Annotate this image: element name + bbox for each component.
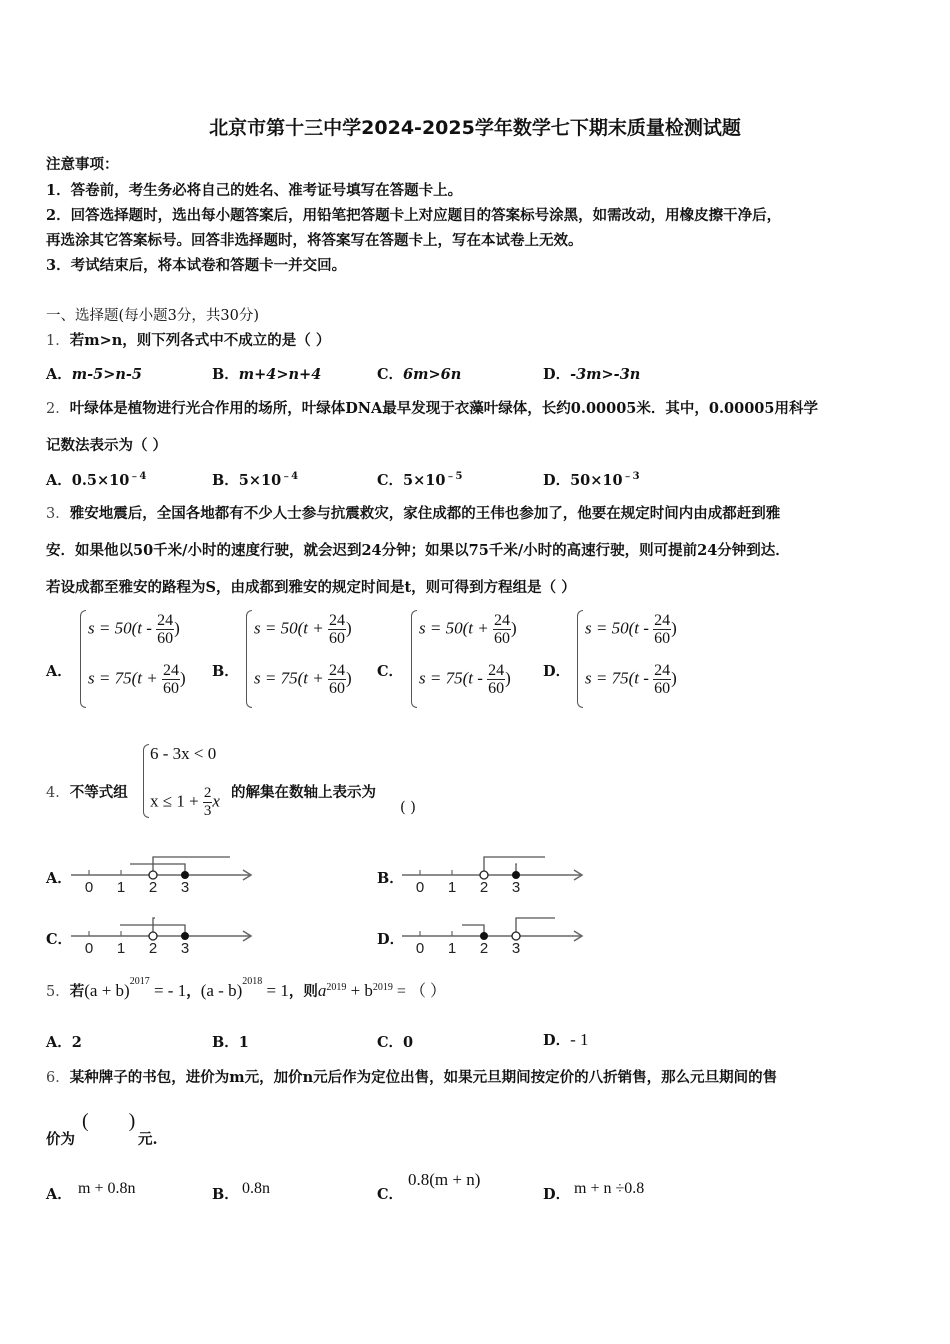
question-number: 2． <box>46 401 70 417</box>
option-text: 6m>6n <box>403 366 462 383</box>
question-text: 雅安地震后，全国各地都有不少人士参与抗震救灾，家住成都的王伟也参加了，他要在规定时间内由成都赶到雅 <box>69 505 781 522</box>
equation-text: s = 50(t - <box>88 618 157 638</box>
fraction <box>487 662 505 697</box>
option[interactable] <box>543 467 640 490</box>
solution-ray <box>153 857 230 875</box>
question-number: 3． <box>46 506 70 522</box>
fraction <box>328 662 346 697</box>
fraction <box>653 662 671 697</box>
closed-point <box>512 871 520 879</box>
fraction-denominator: 60 <box>654 680 671 697</box>
option[interactable] <box>212 363 321 384</box>
system-brace <box>577 610 583 708</box>
tick-label: 2 <box>479 879 489 896</box>
math-expr: + b <box>346 981 373 1000</box>
option-exponent: ﹣4 <box>129 471 147 482</box>
open-point <box>149 871 157 879</box>
option[interactable]: D． <box>543 663 571 680</box>
fraction-denominator: 60 <box>328 680 345 697</box>
question-3 <box>46 502 780 523</box>
fraction <box>328 612 346 647</box>
option-text: 1 <box>238 1034 249 1051</box>
option-label: D． <box>543 366 571 383</box>
tick-label: 1 <box>447 940 457 957</box>
math-exponent: 2019 <box>372 982 393 994</box>
question-number: 1． <box>46 333 70 349</box>
option[interactable]: B． <box>212 663 239 680</box>
fraction-numerator: 24 <box>162 662 179 679</box>
closed-point <box>181 932 189 940</box>
option-text: 0.8n <box>242 1180 270 1197</box>
option[interactable] <box>212 467 298 490</box>
tick-label: 1 <box>447 879 457 896</box>
question-paren: ( ) <box>400 800 416 816</box>
option[interactable]: B． <box>377 870 404 887</box>
math-expr: = （ ） <box>392 983 446 1000</box>
option[interactable] <box>377 467 462 490</box>
fraction <box>653 612 671 647</box>
fraction-numerator: 24 <box>654 662 671 679</box>
math-expr: (a - b) <box>200 981 243 1000</box>
question-number: 5． <box>46 984 70 1000</box>
equation-line <box>419 612 517 647</box>
option-exponent: ﹣3 <box>622 471 640 482</box>
option-text: -3m>-3n <box>570 366 641 383</box>
fraction-denominator: 3 <box>203 803 212 819</box>
option-label: A． <box>46 471 72 489</box>
close-paren: ) <box>345 618 352 638</box>
question-text: 记数法表示为（ ） <box>46 437 168 454</box>
fraction-denominator: 60 <box>654 630 671 647</box>
fraction-denominator: 60 <box>493 630 510 647</box>
option-label: C． <box>377 1034 404 1051</box>
question-text: 安．如果他以50千米/小时的速度行驶，就会迟到24分钟；如果以75千米/小时的高速行驶，则可提前24分钟到达． <box>46 542 790 559</box>
option-label: C． <box>377 471 404 489</box>
question-5 <box>46 978 446 1001</box>
option-label: D． <box>543 1032 571 1049</box>
option-text: - 1 <box>570 1030 589 1049</box>
number-line <box>71 906 271 966</box>
question-6 <box>46 1066 777 1087</box>
fraction-numerator: 24 <box>493 612 510 629</box>
tick-label: 3 <box>511 940 521 957</box>
tick-label: 0 <box>84 940 94 957</box>
option[interactable] <box>543 363 640 384</box>
option-text: 0.5×10 <box>71 471 130 489</box>
option-text: m-5>n-5 <box>71 366 143 383</box>
math-expr: (a + b) <box>84 981 130 1000</box>
tick-label: 0 <box>84 879 94 896</box>
fraction-numerator: 24 <box>157 612 174 629</box>
option[interactable]: D． <box>377 931 405 948</box>
option-label: C． <box>377 1186 404 1203</box>
equation-line <box>88 612 180 647</box>
fraction-numerator: 24 <box>488 662 505 679</box>
question-number: 6． <box>46 1070 70 1086</box>
tick-label: 2 <box>148 879 158 896</box>
fraction <box>162 662 180 697</box>
question-text: 若 <box>69 983 85 1000</box>
fraction-denominator: 60 <box>157 630 174 647</box>
fraction <box>493 612 511 647</box>
option-label: A． <box>46 1186 72 1203</box>
tick-label: 1 <box>116 940 126 957</box>
tick-label: 0 <box>415 879 425 896</box>
close-paren: ) <box>345 668 352 688</box>
option-text: 0.8(m + n) <box>408 1170 481 1189</box>
math-exponent: 2018 <box>242 976 263 988</box>
question-text: 某种牌子的书包，进价为m元，加价n元后作为定位出售，如果元旦期间按定价的八折销售，那么元旦期间的售 <box>69 1069 778 1086</box>
tick-label: 3 <box>180 879 190 896</box>
equation-line <box>585 612 677 647</box>
option[interactable]: C． <box>46 931 73 948</box>
equation-text: s = 50(t + <box>254 618 328 638</box>
fraction <box>156 612 174 647</box>
system-brace <box>246 610 252 708</box>
tick-label: 0 <box>415 940 425 957</box>
fraction-denominator: 60 <box>488 680 505 697</box>
closed-point <box>181 871 189 879</box>
fraction <box>203 785 213 820</box>
close-paren: ) <box>174 618 180 638</box>
note-item: 再选涂其它答案标号。回答非选择题时，将答案写在答题卡上，写在本试卷上无效。 <box>46 232 583 249</box>
option[interactable]: A． <box>46 663 72 680</box>
fraction-numerator: 24 <box>328 662 345 679</box>
option-text: m + n ÷0.8 <box>574 1180 645 1197</box>
question-2 <box>46 397 818 418</box>
option-label: A． <box>46 366 72 383</box>
equation-text: s = 50(t - <box>585 618 654 638</box>
inequality-text: x ≤ 1 + <box>150 791 203 811</box>
solution-ray <box>516 918 555 936</box>
equation-text: s = 75(t + <box>254 668 328 688</box>
inequality-1: 6 - 3x < 0 <box>150 744 217 763</box>
close-paren: ) <box>671 668 677 688</box>
fraction-denominator: 60 <box>328 630 345 647</box>
equation-text: s = 75(t + <box>88 668 162 688</box>
option-text: 0 <box>403 1034 414 1051</box>
question-1 <box>46 329 330 350</box>
number-line <box>402 906 602 966</box>
option-label: C． <box>377 366 404 383</box>
question-text: 不等式组 <box>69 784 128 801</box>
question-text: 若m>n，则下列各式中不成立的是（ ） <box>69 332 331 349</box>
equation-line <box>585 662 677 697</box>
solution-ray <box>130 864 185 875</box>
system-brace <box>143 744 149 818</box>
inequality-var: x <box>212 791 220 811</box>
fraction-numerator: 24 <box>654 612 671 629</box>
option-label: D． <box>543 1186 571 1203</box>
question-text: 元. <box>138 1131 158 1148</box>
option[interactable] <box>543 1029 589 1050</box>
option[interactable] <box>46 467 146 490</box>
equation-line <box>88 662 186 697</box>
math-expr: a <box>317 981 327 1000</box>
fraction-denominator: 60 <box>162 680 179 697</box>
option[interactable] <box>46 363 142 384</box>
note-item: 2．回答选择题时，选出每小题答案后，用铅笔把答题卡上对应题目的答案标号涂黑，如需改动，用橡皮擦干净后， <box>46 207 782 224</box>
question-text: 若设成都至雅安的路程为S，由成都到雅安的规定时间是t，则可得到方程组是（ ） <box>46 579 576 596</box>
option[interactable] <box>46 1031 82 1052</box>
close-paren: ) <box>671 618 677 638</box>
tick-label: 1 <box>116 879 126 896</box>
option-exponent: ﹣4 <box>281 471 299 482</box>
math-exponent: 2019 <box>326 982 347 994</box>
question-text: 叶绿体是植物进行光合作用的场所，叶绿体DNA最早发现于衣藻叶绿体，长约0.00005米．其中，0.00005用科学 <box>69 400 818 417</box>
number-line <box>402 845 602 905</box>
tick-label: 3 <box>511 879 521 896</box>
option[interactable] <box>212 1031 249 1052</box>
option-text: 5×10 <box>238 471 282 489</box>
notes-heading: 注意事项： <box>46 156 119 173</box>
option[interactable] <box>543 1183 570 1204</box>
question-text: ，则 <box>288 983 318 1000</box>
open-point <box>512 932 520 940</box>
close-paren: ) <box>179 668 186 688</box>
answer-blank[interactable]: ( ) <box>82 1110 136 1132</box>
option[interactable] <box>212 1183 239 1204</box>
option[interactable]: C． <box>377 663 404 680</box>
option[interactable] <box>377 1183 403 1204</box>
math-expr: = - 1 <box>149 981 187 1000</box>
option-text: 5×10 <box>403 471 446 489</box>
equation-text: s = 75(t - <box>419 668 488 688</box>
equation-text: s = 50(t + <box>419 618 493 638</box>
question-text: 的解集在数轴上表示为 <box>231 784 376 801</box>
closed-point <box>480 932 488 940</box>
math-exponent: 2017 <box>129 976 150 988</box>
fraction-numerator: 2 <box>203 785 212 801</box>
fraction-numerator: 24 <box>328 612 345 629</box>
equation-line <box>254 662 352 697</box>
open-point <box>149 932 157 940</box>
equation-line <box>254 612 352 647</box>
system-brace <box>80 610 86 708</box>
option[interactable]: A． <box>46 870 72 887</box>
math-expr: = 1 <box>262 981 289 1000</box>
option-exponent: ﹣5 <box>445 471 463 482</box>
option-text: 2 <box>71 1034 82 1051</box>
option-text: 50×10 <box>570 471 623 489</box>
question-4 <box>46 781 128 802</box>
option-text: m + 0.8n <box>78 1180 136 1197</box>
note-item: 3．考试结束后，将本试卷和答题卡一并交回。 <box>46 257 347 274</box>
option[interactable] <box>377 1031 413 1052</box>
tick-label: 3 <box>180 940 190 957</box>
open-point <box>480 871 488 879</box>
question-text: ， <box>186 983 201 1000</box>
question-text: 价为 <box>46 1131 75 1148</box>
inequality-2 <box>150 785 220 820</box>
equation-text: s = 75(t - <box>585 668 654 688</box>
page-title: 北京市第十三中学2024-2025学年数学七下期末质量检测试题 <box>209 117 741 139</box>
option-label: B． <box>212 1186 239 1203</box>
option-label: D． <box>543 471 571 489</box>
option[interactable] <box>46 1183 72 1204</box>
note-item: 1．答卷前，考生务必将自己的姓名、准考证号填写在答题卡上。 <box>46 182 463 199</box>
equation-line <box>419 662 511 697</box>
number-line <box>71 845 271 905</box>
section-heading: 一、选择题(每小题3分，共30分) <box>46 308 259 324</box>
option-label: B． <box>212 366 239 383</box>
close-paren: ) <box>510 618 517 638</box>
question-number: 4． <box>46 785 70 801</box>
option-text: m+4>n+4 <box>238 366 322 383</box>
tick-label: 2 <box>148 940 158 957</box>
option-label: B． <box>212 471 239 489</box>
option[interactable] <box>377 363 461 384</box>
option-label: A． <box>46 1034 72 1051</box>
tick-label: 2 <box>479 940 489 957</box>
close-paren: ) <box>505 668 511 688</box>
system-brace <box>411 610 417 708</box>
option-label: B． <box>212 1034 239 1051</box>
